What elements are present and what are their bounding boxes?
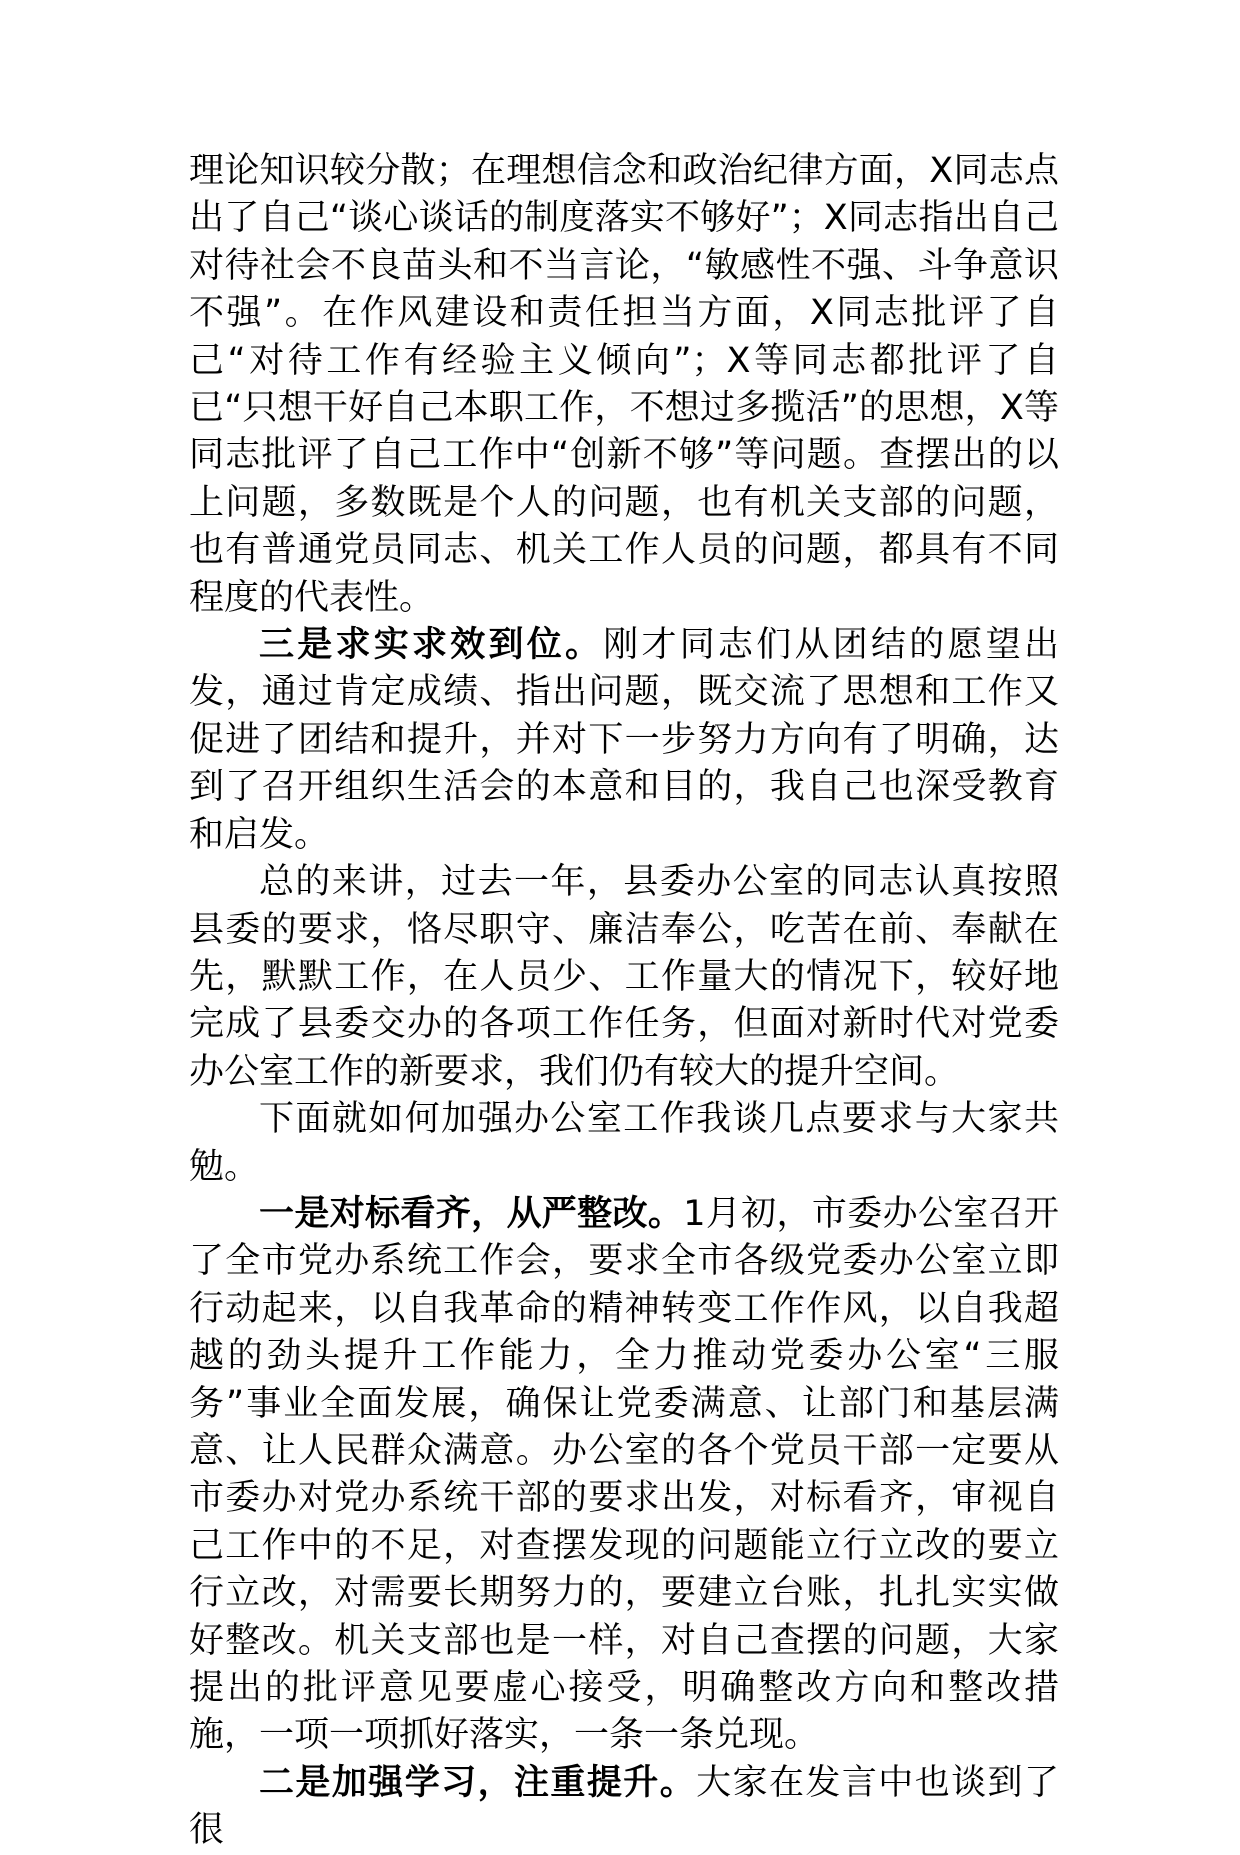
paragraph-4 bbox=[189, 1096, 1059, 1191]
paragraph-lead: 二是加强学习，注重提升。 bbox=[259, 1762, 697, 1803]
paragraph-2 bbox=[189, 622, 1059, 859]
paragraph-text: 理论知识较分散；在理想信念和政治纪律方面，X同志点出了自己“谈心谈话的制度落实不够好”；X同志指出自己对待社会不良苗头和不当言论，“敏感性不强、斗争意识不强”。在作风建设和责任担当方面，X同志批评了自己“对待工作有经验主义倾向”；X等同志都批评了自已“只想干好自己本职工作，不想过多揽活”的思想，X等同志批评了自己工作中“创新不够”等问题。查摆出的以上问题，多数既是个人的问题，也有机关支部的问题，也有普通党员同志、机关工作人员的问题，都具有不同程度的代表性。 bbox=[189, 151, 1059, 618]
paragraph-6 bbox=[189, 1760, 1059, 1855]
paragraph-3 bbox=[189, 859, 1059, 1096]
paragraph-text: 1月初，市委办公室召开了全市党办系统工作会，要求全市各级党委办公室立即行动起来，以自我革命的精神转变工作作风，以自我超越的劲头提升工作能力，全力推动党委办公室“三服务”事业全面发展，确保让党委满意、让部门和基层满意、让人民群众满意。办公室的各个党员干部一定要从市委办对党办系统干部的要求出发，对标看齐，审视自己工作中的不足，对查摆发现的问题能立行立改的要立行立改，对需要长期努力的，要建立台账，扎扎实实做好整改。机关支部也是一样，对自己查摆的问题，大家提出的批评意见要虚心接受，明确整改方向和整改措施，一项一项抓好落实，一条一条兑现。 bbox=[189, 1193, 1059, 1756]
paragraph-5 bbox=[189, 1191, 1059, 1760]
paragraph-text: 下面就如何加强办公室工作我谈几点要求与大家共勉。 bbox=[189, 1099, 1059, 1187]
paragraph-1 bbox=[189, 148, 1059, 622]
paragraph-lead: 一是对标看齐，从严整改。 bbox=[259, 1193, 684, 1234]
paragraph-lead: 三是求实求效到位。 bbox=[259, 625, 604, 666]
paragraph-text: 总的来讲，过去一年，县委办公室的同志认真按照县委的要求，恪尽职守、廉洁奉公，吃苦在前、奉献在先，默默工作，在人员少、工作量大的情况下，较好地完成了县委交办的各项工作任务，但面对新时代对党委办公室工作的新要求，我们仍有较大的提升空间。 bbox=[189, 862, 1059, 1092]
paragraph-text: 大家在发言中也谈到了很 bbox=[189, 1762, 1059, 1851]
paragraph-text: 刚才同志们从团结的愿望出发，通过肯定成绩、指出问题，既交流了思想和工作又促进了团结和提升，并对下一步努力方向有了明确，达到了召开组织生活会的本意和目的，我自己也深受教育和启发。 bbox=[189, 625, 1059, 855]
document-body bbox=[189, 148, 1059, 1855]
